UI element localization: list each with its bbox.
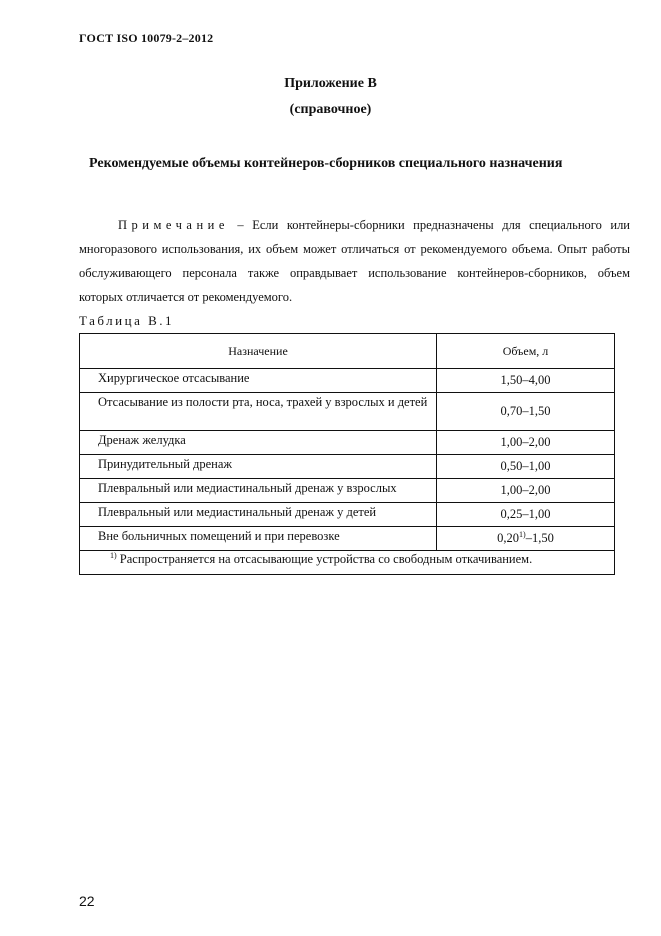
volume-table [79,333,615,575]
row-volume: 0,50–1,00 [437,455,615,479]
table-row [80,393,615,431]
table-caption: Таблица В.1 [79,313,175,328]
appendix-title: Приложение В [284,76,377,91]
row-purpose: Принудительный дренаж [80,455,437,479]
table-row [80,369,615,393]
page-number: 22 [79,893,95,909]
table-row [80,527,615,551]
footnote-ref: 1) [519,529,526,539]
footnote-text: Распространяется на отсасывающие устройства со свободным откачиванием. [116,552,533,566]
table-footnote-row [80,551,615,575]
document-code: ГОСТ ISO 10079-2–2012 [79,31,214,45]
table-row [80,503,615,527]
row-volume [437,527,615,551]
row-purpose: Отсасывание из полости рта, носа, трахей у взрослых и детей [80,393,437,431]
row-purpose: Плевральный или медиастинальный дренаж у детей [80,503,437,527]
table-footnote [80,551,615,575]
section-title: Рекомендуемые объемы контейнеров-сборников специального назначения [89,156,563,171]
note-label: Примечание [118,218,229,232]
table-row [80,431,615,455]
row-volume: 1,00–2,00 [437,479,615,503]
volume-value: 0,20 [497,531,520,545]
row-purpose: Вне больничных помещений и при перевозке [80,527,437,551]
row-volume: 1,00–2,00 [437,431,615,455]
row-purpose: Хирургическое отсасывание [80,369,437,393]
table-row [80,479,615,503]
appendix-subtitle: (справочное) [289,102,372,117]
row-purpose: Плевральный или медиастинальный дренаж у взрослых [80,479,437,503]
note-paragraph [79,213,630,309]
row-volume: 1,50–4,00 [437,369,615,393]
table-header-row [80,334,615,369]
table-row [80,455,615,479]
note-text: – Если контейнеры-сборники предназначены для специального или многоразового использования, их объем может отличаться от рекомендуемого объема. Опыт работы обслуживающего персонала также оправдывает использование контейнеров-сборников, объем которых отличается от рекомендуемого. [79,218,630,304]
row-volume: 0,25–1,00 [437,503,615,527]
volume-value-rest: –1,50 [525,531,554,545]
header-purpose: Назначение [80,334,437,369]
row-volume: 0,70–1,50 [437,393,615,431]
header-volume: Объем, л [437,334,615,369]
footnote-marker: 1) [110,550,117,560]
row-purpose: Дренаж желудка [80,431,437,455]
